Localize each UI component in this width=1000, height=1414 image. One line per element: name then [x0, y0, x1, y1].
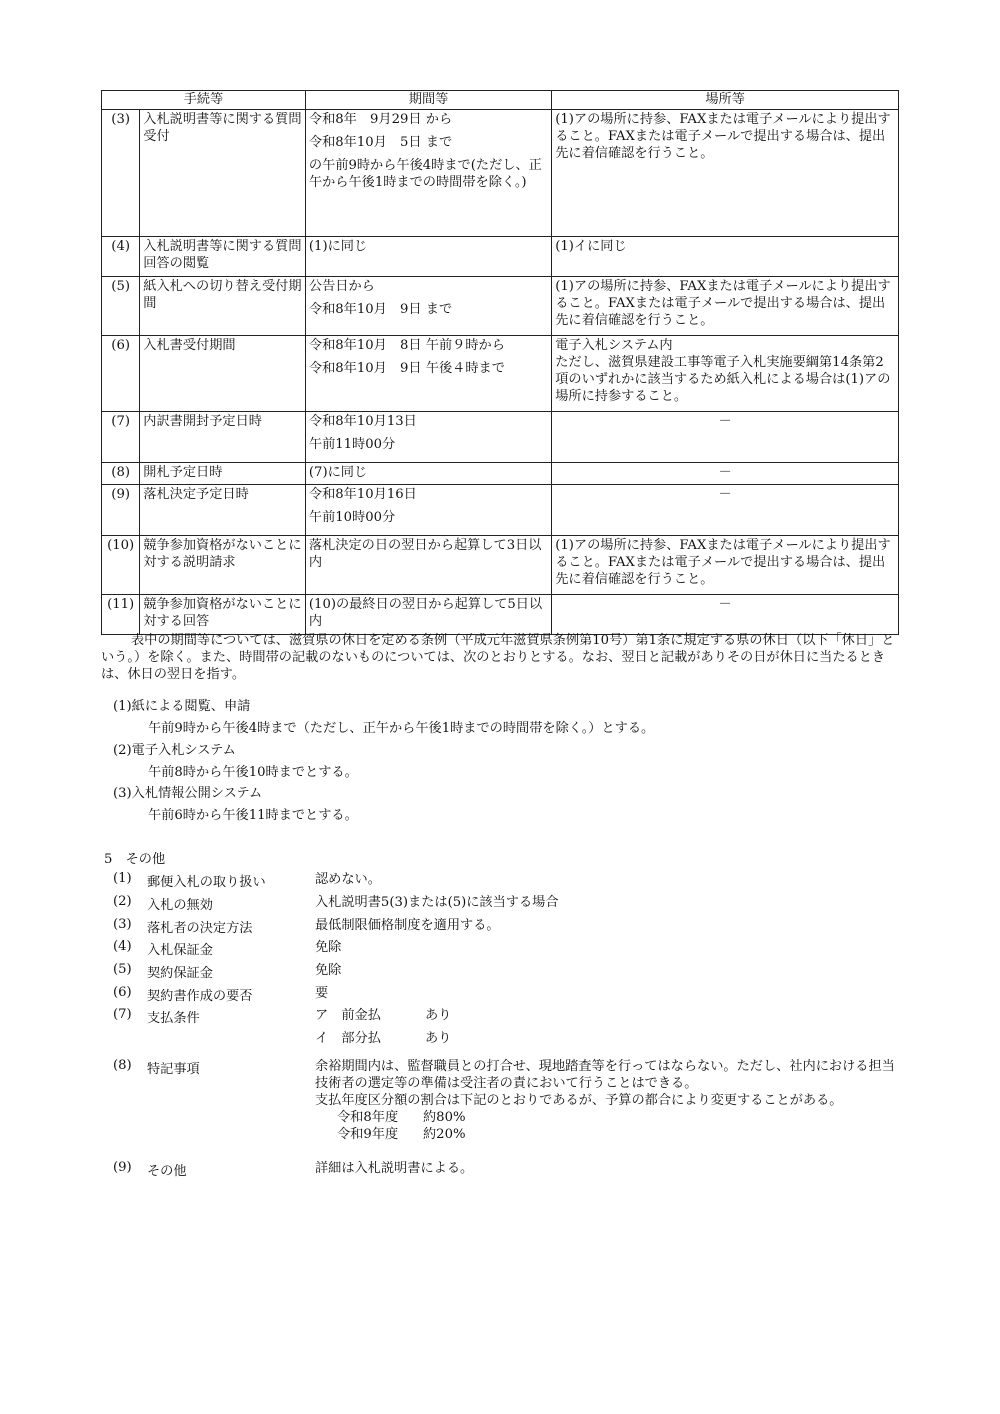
table-row	[102, 110, 899, 237]
row-number: (6)	[102, 336, 140, 412]
row-period: 令和8年10月13日 午前11時00分	[305, 412, 551, 463]
table-row	[102, 336, 899, 412]
row-procedure: 開札予定日時	[140, 463, 306, 485]
row-place: (1)アの場所に持参、FAXまたは電子メールにより提出すること。FAXまたは電子メールで提出する場合は、提出先に着信確認を行うこと。	[552, 536, 899, 595]
ratio-row: 令和9年度 約20%	[337, 1127, 466, 1142]
row-procedure: 入札書受付期間	[140, 336, 306, 412]
table-row	[102, 412, 899, 463]
item-value: 免除	[315, 963, 342, 978]
row-period: 落札決定の日の翌日から起算して3日以内	[305, 536, 551, 595]
payment-value: あり	[425, 1008, 452, 1023]
payment-value: あり	[425, 1031, 452, 1046]
row-procedure: 競争参加資格がないことに対する説明請求	[140, 536, 306, 595]
row-procedure: 紙入札への切り替え受付期間	[140, 277, 306, 336]
row-procedure: 入札説明書等に関する質問受付	[140, 110, 306, 237]
item-number: (7)	[113, 1007, 132, 1022]
row-place: －	[552, 595, 899, 635]
item-number: (8)	[113, 1058, 132, 1073]
ratio-row: 令和8年度 約80%	[337, 1110, 466, 1125]
list-item	[113, 939, 903, 957]
row-place: －	[552, 485, 899, 536]
row-procedure: 競争参加資格がないことに対する回答	[140, 595, 306, 635]
list-item	[113, 1007, 903, 1047]
item-value: 詳細は入札説明書による。	[315, 1161, 474, 1176]
row-number: (10)	[102, 536, 140, 595]
item-value: 最低制限価格制度を適用する。	[315, 918, 500, 933]
list-item	[113, 871, 903, 889]
row-number: (4)	[102, 237, 140, 277]
list-item	[113, 1160, 903, 1178]
row-place: (1)イに同じ	[552, 237, 899, 277]
payment-label: イ 部分払	[315, 1031, 381, 1046]
hours-body: 午前9時から午後4時まで（ただし、正午から午後1時までの時間帯を除く。）とする。	[148, 721, 655, 736]
list-item	[113, 985, 903, 1003]
item-number: (1)	[113, 871, 132, 886]
table-row	[102, 536, 899, 595]
item-value: 要	[315, 986, 329, 1001]
schedule-table	[101, 90, 899, 635]
row-number: (9)	[102, 485, 140, 536]
item-label: 契約書作成の要否	[147, 989, 253, 1004]
hours-body: 午前8時から午後10時までとする。	[148, 765, 358, 780]
row-period: (10)の最終日の翌日から起算して5日以内	[305, 595, 551, 635]
list-item	[113, 917, 903, 935]
header-place: 場所等	[552, 91, 899, 110]
hours-heading: (1)紙による閲覧、申請	[113, 699, 251, 714]
item-number: (2)	[113, 894, 132, 909]
section-title: 5 その他	[104, 852, 166, 867]
row-period: 令和8年 9月29日 から 令和8年10月 5日 まで の午前9時から午後4時まで(ただし、正午から午後1時までの時間帯を除く。)	[305, 110, 551, 237]
item-number: (4)	[113, 939, 132, 954]
item-label: 支払条件	[147, 1011, 200, 1026]
row-number: (11)	[102, 595, 140, 635]
row-place: －	[552, 463, 899, 485]
item-number: (6)	[113, 985, 132, 1000]
row-number: (3)	[102, 110, 140, 237]
item-value	[315, 1007, 900, 1047]
table-header-row	[102, 91, 899, 110]
row-period: 令和8年10月 8日 午前９時から 令和8年10月 9日 午後４時まで	[305, 336, 551, 412]
item-number: (5)	[113, 962, 132, 977]
row-number: (8)	[102, 463, 140, 485]
row-procedure: 内訳書開封予定日時	[140, 412, 306, 463]
hours-heading: (3)入札情報公開システム	[113, 786, 263, 801]
list-item	[113, 962, 903, 980]
row-place: 電子入札システム内 ただし、滋賀県建設工事等電子入札実施要綱第14条第2項のいずれかに該当するため紙入札による場合は(1)アの場所に持参すること。	[552, 336, 899, 412]
row-period: 令和8年10月16日 午前10時00分	[305, 485, 551, 536]
table-row	[102, 485, 899, 536]
special-note: 余裕期間内は、監督職員との打合せ、現地踏査等を行ってはならない。ただし、社内における担当技術者の選定等の準備は受注者の責において行うことはできる。	[315, 1059, 895, 1091]
payment-label: ア 前金払	[315, 1008, 381, 1023]
item-label: 契約保証金	[147, 966, 213, 981]
special-note: 支払年度区分額の割合は下記のとおりであるが、予算の都合により変更することがある。	[315, 1093, 843, 1108]
row-procedure: 落札決定予定日時	[140, 485, 306, 536]
row-period: (7)に同じ	[305, 463, 551, 485]
table-row	[102, 277, 899, 336]
row-number: (5)	[102, 277, 140, 336]
row-procedure: 入札説明書等に関する質問回答の閲覧	[140, 237, 306, 277]
list-item	[113, 894, 903, 912]
item-value: 入札説明書5(3)または(5)に該当する場合	[315, 895, 559, 910]
row-place: (1)アの場所に持参、FAXまたは電子メールにより提出すること。FAXまたは電子メールで提出する場合は、提出先に着信確認を行うこと。	[552, 110, 899, 237]
item-label: 入札の無効	[147, 898, 213, 913]
item-label: 入札保証金	[147, 943, 213, 958]
hours-body: 午前6時から午後11時までとする。	[148, 808, 358, 823]
list-item	[113, 1058, 903, 1148]
item-label: その他	[147, 1164, 187, 1179]
item-number: (3)	[113, 917, 132, 932]
header-period: 期間等	[305, 91, 551, 110]
table-row	[102, 237, 899, 277]
row-place: －	[552, 412, 899, 463]
header-procedure: 手続等	[102, 91, 306, 110]
item-value	[315, 1058, 900, 1143]
table-row	[102, 595, 899, 635]
item-number: (9)	[113, 1160, 132, 1175]
item-label: 特記事項	[147, 1062, 200, 1077]
item-value: 免除	[315, 940, 342, 955]
holiday-note: 表中の期間等については、滋賀県の休日を定める条例（平成元年滋賀県条例第10号）第1条に規定する県の休日（以下「休日」という。）を除く。また、時間帯の記載のないものについては、次のとおりとする。なお、翌日と記載がありその日が休日に当たるときは、休日の翌日を指す。	[101, 633, 895, 682]
row-period: 公告日から 令和8年10月 9日 まで	[305, 277, 551, 336]
item-value: 認めない。	[315, 872, 381, 887]
row-place: (1)アの場所に持参、FAXまたは電子メールにより提出すること。FAXまたは電子メールで提出する場合は、提出先に着信確認を行うこと。	[552, 277, 899, 336]
hours-heading: (2)電子入札システム	[113, 743, 236, 758]
row-period: (1)に同じ	[305, 237, 551, 277]
row-number: (7)	[102, 412, 140, 463]
item-label: 落札者の決定方法	[147, 921, 253, 936]
table-row	[102, 463, 899, 485]
item-label: 郵便入札の取り扱い	[147, 875, 266, 890]
